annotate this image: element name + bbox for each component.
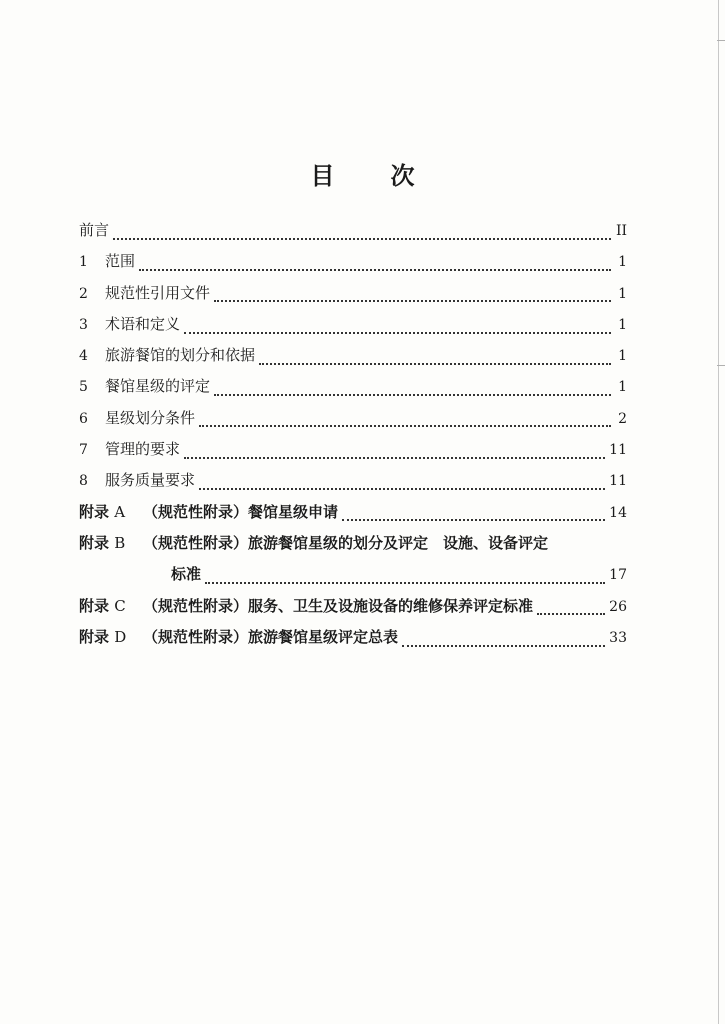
toc-appendix-b-continued[interactable]	[79, 563, 627, 594]
toc-entry-label: （规范性附录）餐馆星级申请	[143, 502, 339, 521]
toc-entry-1[interactable]	[79, 250, 627, 281]
toc-entry-number: 2	[79, 285, 88, 302]
toc-entry-label: 星级划分条件	[105, 408, 196, 427]
appendix-letter: B	[114, 533, 126, 552]
leader-dots	[214, 394, 611, 396]
toc-entry-label: 规范性引用文件	[105, 283, 211, 302]
scan-edge-tick	[717, 365, 725, 366]
toc-entry-label: 旅游餐馆的划分和依据	[105, 346, 256, 365]
toc-entry-page: 1	[618, 254, 627, 271]
toc-entry-page: 1	[618, 348, 627, 365]
toc-entry-page: 2	[618, 410, 627, 427]
toc-entry-8[interactable]	[79, 469, 627, 500]
leader-dots	[402, 645, 605, 647]
appendix-number	[79, 626, 143, 647]
leader-dots	[199, 425, 611, 427]
toc-entry-label: 术语和定义	[105, 314, 181, 333]
leader-dots	[214, 300, 611, 302]
toc-entry-label: 管理的要求	[105, 440, 181, 459]
title-char-right: 次	[390, 161, 415, 190]
leader-dots	[184, 332, 611, 334]
appendix-letter: C	[114, 596, 126, 615]
appendix-number	[79, 532, 143, 553]
toc-entry-page: 11	[609, 473, 627, 490]
toc-entry-page: 33	[609, 629, 627, 646]
toc-entry-label: 前言	[79, 221, 110, 239]
leader-dots	[259, 363, 611, 365]
toc-entry-page: 1	[618, 285, 627, 302]
toc-entry-7[interactable]	[79, 438, 627, 469]
toc-entry-page: 1	[618, 379, 627, 396]
toc-entry-page: II	[615, 223, 627, 239]
leader-dots	[139, 269, 611, 271]
toc-entry-page: 1	[618, 316, 627, 333]
toc-entry-label: （规范性附录）旅游餐馆星级的划分及评定 设施、设备评定	[143, 533, 549, 552]
toc-entry-number: 7	[79, 442, 88, 459]
scan-edge-tick	[717, 40, 725, 41]
toc-entry-2[interactable]	[79, 282, 627, 313]
toc-appendix-d[interactable]	[79, 626, 627, 657]
toc-entry-6[interactable]	[79, 407, 627, 438]
toc-appendix-b[interactable]	[79, 532, 627, 563]
toc-appendix-c[interactable]	[79, 595, 627, 626]
appendix-letter: D	[114, 627, 127, 646]
appendix-number	[79, 501, 143, 522]
toc-entry-5[interactable]	[79, 375, 627, 406]
toc-entry-label: （规范性附录）旅游餐馆星级评定总表	[143, 627, 399, 646]
toc-entry-number: 6	[79, 410, 88, 427]
toc-entry-label: （规范性附录）服务、卫生及设施设备的维修保养评定标准	[143, 596, 534, 615]
toc-entry-number: 3	[79, 316, 88, 333]
appendix-number	[79, 595, 143, 616]
toc-entry-3[interactable]	[79, 313, 627, 344]
scan-edge	[718, 0, 719, 1024]
leader-dots	[342, 519, 605, 521]
appendix-prefix: 附录	[79, 627, 110, 646]
toc-entry-label: 餐馆星级的评定	[105, 377, 211, 396]
leader-dots	[199, 488, 605, 490]
appendix-prefix: 附录	[79, 502, 110, 521]
leader-dots	[184, 457, 605, 459]
toc-entry-number: 1	[79, 254, 88, 271]
leader-dots	[205, 582, 605, 584]
toc-entry-label: 范围	[105, 252, 136, 271]
toc-appendix-a[interactable]	[79, 501, 627, 532]
leader-dots	[537, 613, 605, 615]
leader-dots	[113, 238, 611, 240]
toc-entry-page: 26	[609, 598, 627, 615]
page-title	[0, 156, 725, 191]
appendix-prefix: 附录	[79, 596, 110, 615]
toc-entry-page: 17	[609, 567, 627, 584]
toc-entry-label: 服务质量要求	[105, 471, 196, 490]
table-of-contents	[79, 219, 627, 657]
toc-entry-4[interactable]	[79, 344, 627, 375]
toc-entry-number: 5	[79, 379, 88, 396]
toc-entry-number: 8	[79, 473, 88, 490]
title-char-left: 目	[310, 161, 335, 190]
toc-entry-label-continued: 标准	[171, 565, 202, 584]
toc-entry-number: 4	[79, 348, 88, 365]
toc-entry-page: 14	[609, 504, 627, 521]
appendix-prefix: 附录	[79, 533, 110, 552]
toc-entry-page: 11	[609, 442, 627, 459]
toc-entry-foreword[interactable]	[79, 219, 627, 250]
appendix-letter: A	[114, 502, 126, 521]
